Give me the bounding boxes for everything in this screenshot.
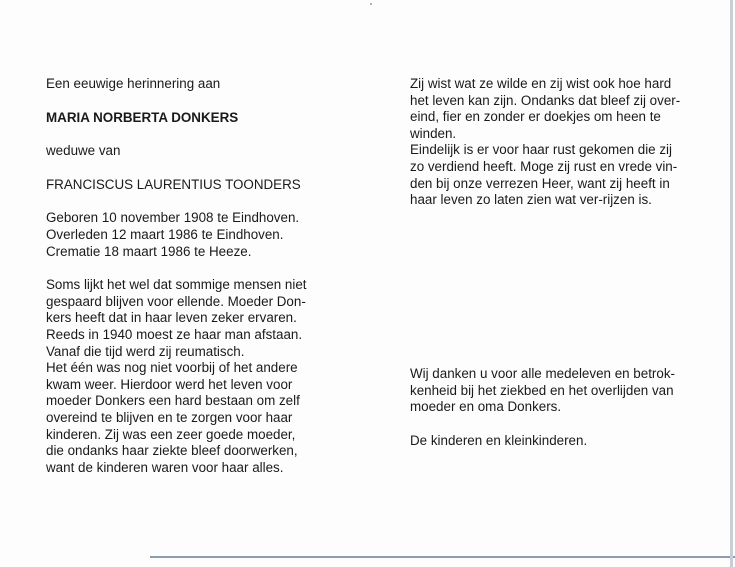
intro-text: Een eeuwige herinnering aan xyxy=(46,76,221,91)
tribute-text xyxy=(410,76,710,209)
cremation-line: Crematie 18 maart 1986 te Heeze. xyxy=(46,243,252,259)
right-edge-shadow xyxy=(730,0,733,567)
thanks-line: Wij danken u voor alle medeleven en betrok- xyxy=(410,366,675,381)
thanks-line: kenheid bij het ziekbed en het overlijden van xyxy=(410,382,674,398)
tribute-line: Eindelijk is er voor haar rust gekomen die zij xyxy=(410,142,672,158)
story-line: kers heeft dat in haar leven zeker ervaren. xyxy=(46,310,297,326)
story-line: moeder Donkers een hard bestaan om zelf xyxy=(46,393,300,409)
story-line: Vanaf die tijd werd zij reumatisch. xyxy=(46,343,245,359)
paper-speck xyxy=(370,3,372,5)
tribute-line: haar leven zo laten zien wat ver-rijzen is. xyxy=(410,192,652,208)
story-line: Reeds in 1940 moest ze haar man afstaan. xyxy=(46,326,303,342)
tribute-line: winden. xyxy=(410,125,457,141)
story-line: die ondanks haar ziekte bleef doorwerken, xyxy=(46,443,298,459)
story-line: kwam weer. Hierdoor werd het leven voor xyxy=(46,376,293,392)
tribute-line: het leven kan zijn. Ondanks dat bleef zij over- xyxy=(410,92,681,108)
death-line: Overleden 12 maart 1986 te Eindhoven. xyxy=(46,226,284,242)
tribute-line: Zij wist wat ze wilde en zij wist ook hoe hard xyxy=(410,76,672,91)
left-column xyxy=(46,76,346,476)
story-line: Soms lijkt het wel dat sommige mensen niet xyxy=(46,277,307,293)
right-column xyxy=(410,76,710,209)
story-line: kinderen. Zij was een zeer goede moeder, xyxy=(46,426,296,442)
tribute-line: eind, fier en zonder er doekjes om heen te xyxy=(410,109,661,125)
story-line: want de kinderen waren voor haar alles. xyxy=(46,459,284,475)
life-story xyxy=(46,277,346,476)
birth-line: Geboren 10 november 1908 te Eindhoven. xyxy=(46,210,300,226)
bottom-edge-line xyxy=(150,556,735,558)
widow-label: weduwe van xyxy=(46,143,121,159)
signature-line: De kinderen en kleinkinderen. xyxy=(410,432,588,448)
story-line: overeind te blijven en te zorgen voor haar xyxy=(46,409,293,425)
tribute-line: zo verdiend heeft. Moge zij rust en vrede vin- xyxy=(410,158,678,174)
thanks-section xyxy=(410,366,710,449)
story-line: Het één was nog niet voorbij of het andere xyxy=(46,360,298,376)
deceased-name: MARIA NORBERTA DONKERS xyxy=(46,109,239,125)
thanks-line: moeder en oma Donkers. xyxy=(410,399,562,415)
spouse-name: FRANCISCUS LAURENTIUS TOONDERS xyxy=(46,176,301,192)
story-line: gespaard blijven voor ellende. Moeder Don- xyxy=(46,293,306,309)
tribute-line: den bij onze verrezen Heer, want zij heeft in xyxy=(410,175,670,191)
